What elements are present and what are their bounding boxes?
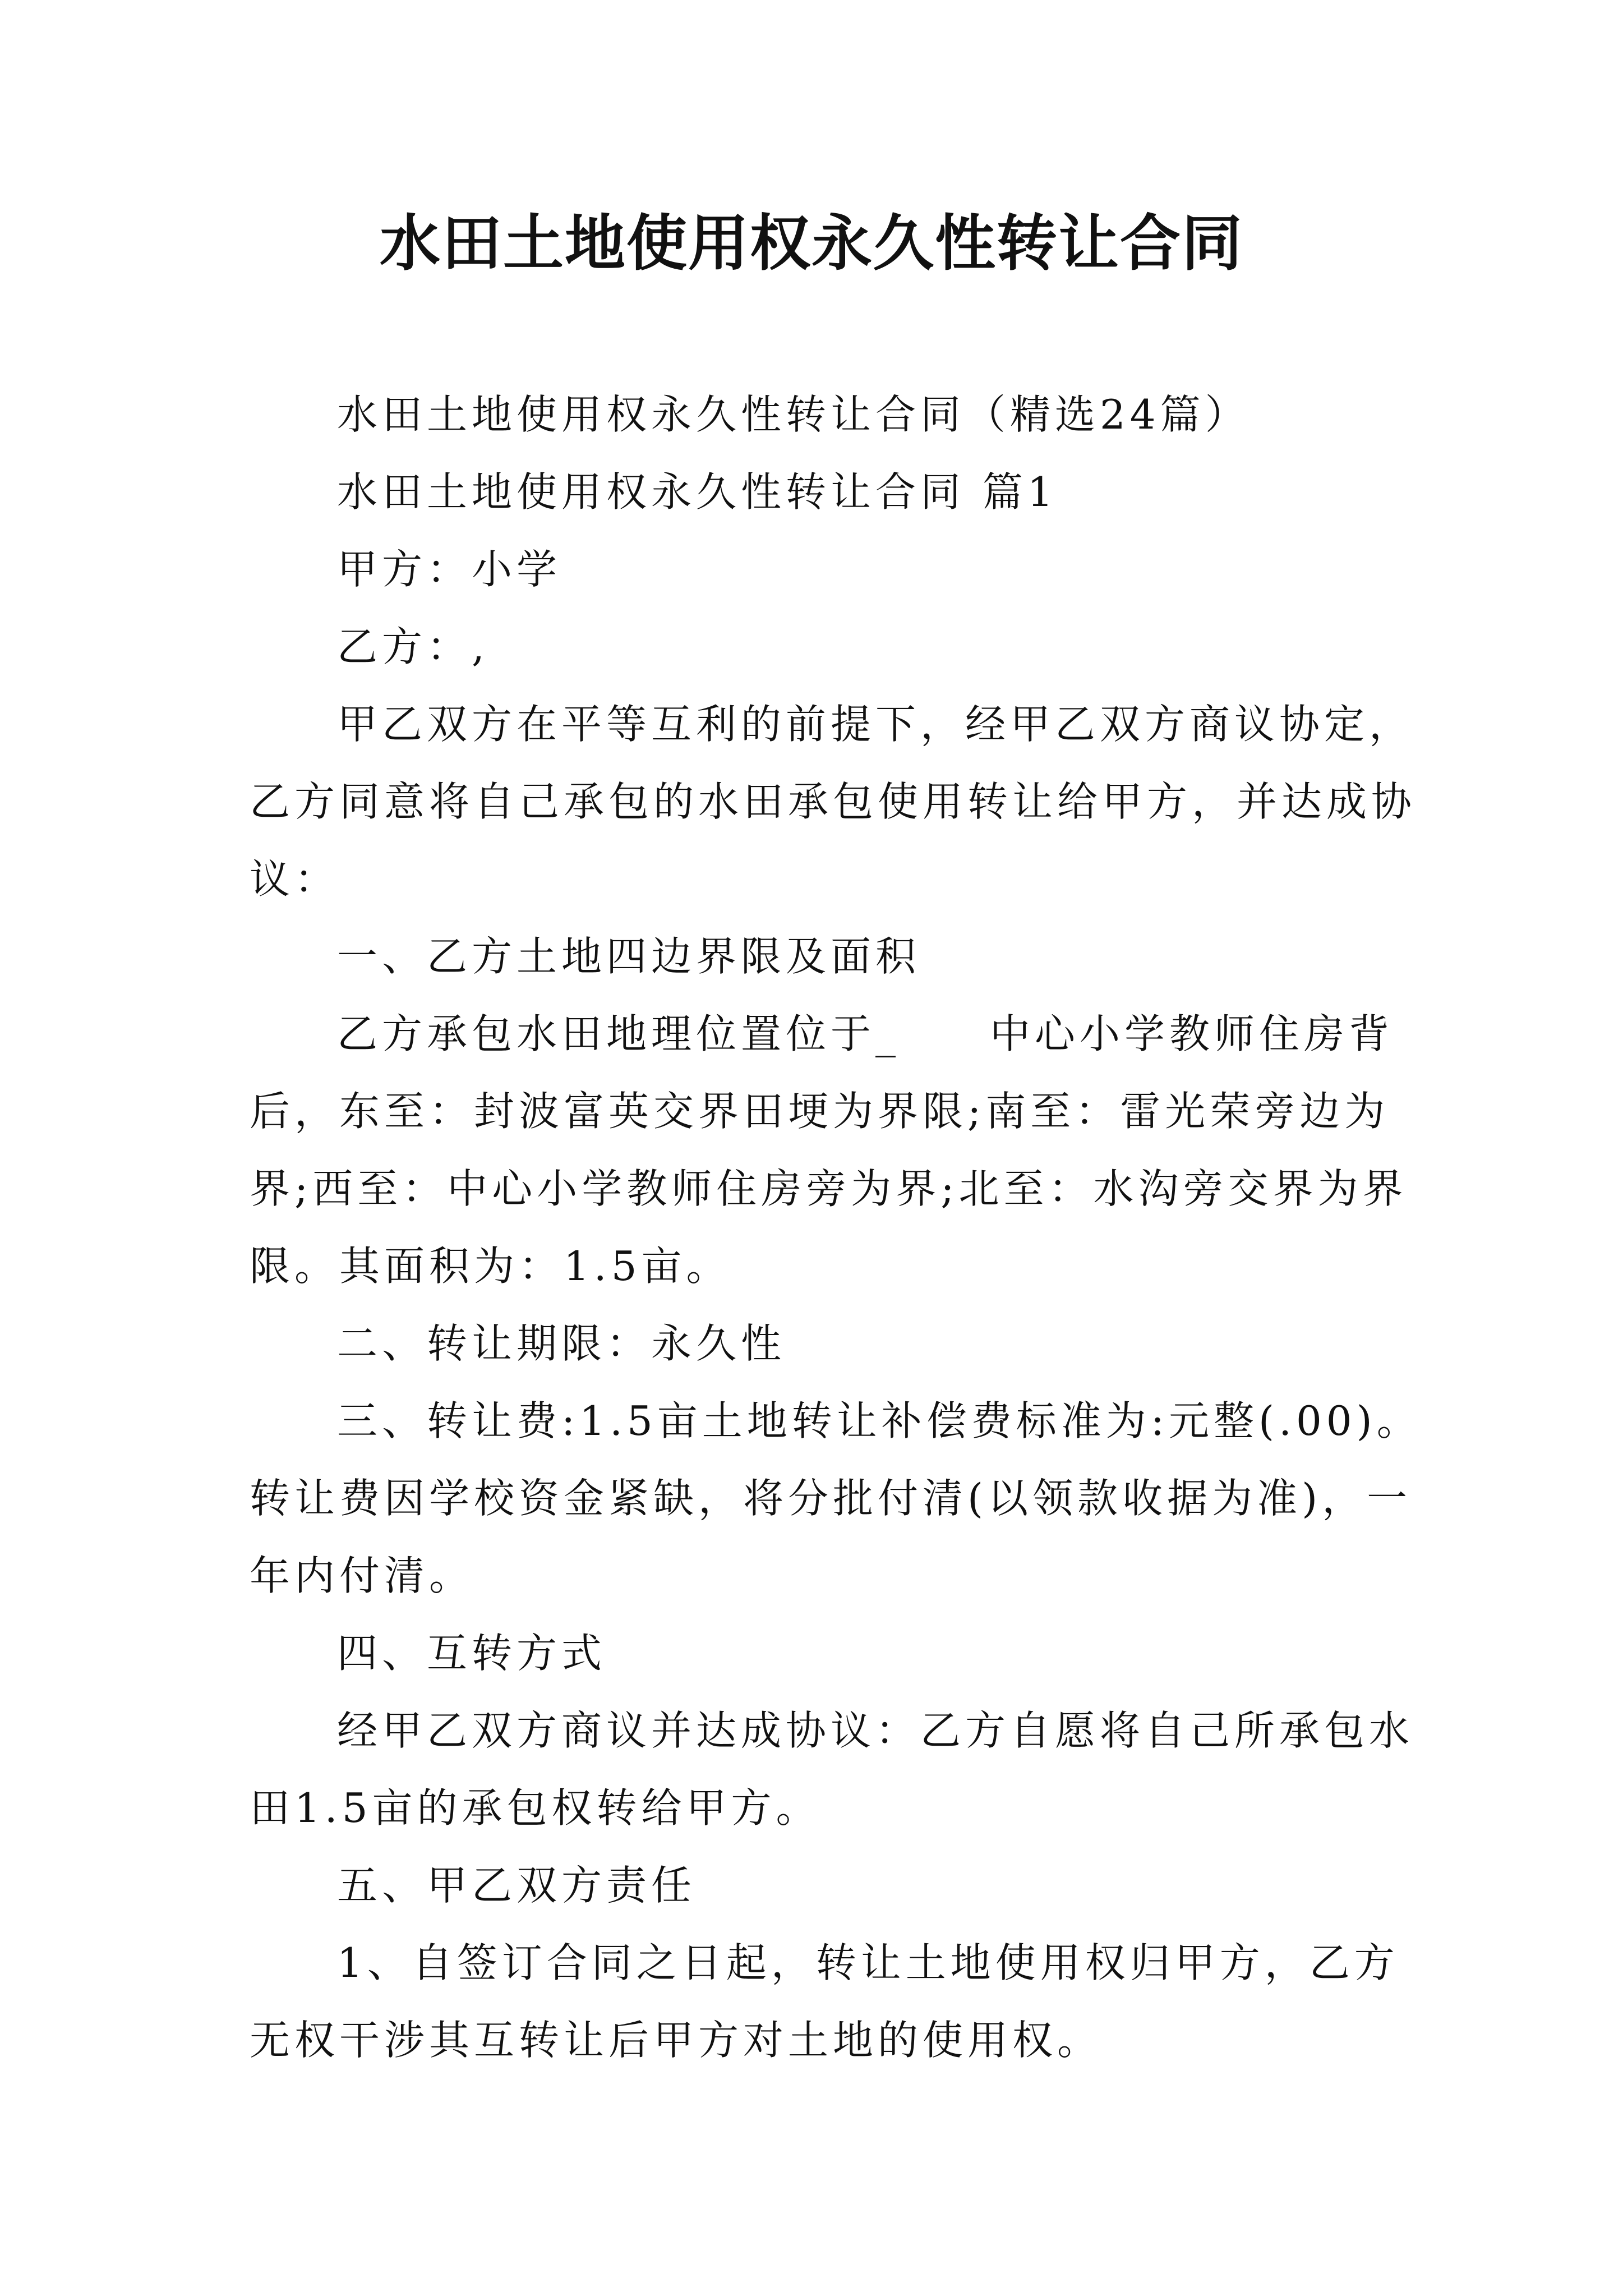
paragraph-clause-4-body: 经甲乙双方商议并达成协议：乙方自愿将自己所承包水田1.5亩的承包权转给甲方。 — [250, 1707, 1414, 1832]
paragraph-clause-1-heading: 一、乙方土地四边界限及面积 — [337, 933, 921, 980]
document-body — [250, 376, 1422, 2079]
paragraph-clause-4-heading: 四、互转方式 — [337, 1630, 607, 1677]
paragraph-subtitle: 水田土地使用权永久性转让合同（精选24篇） — [337, 391, 1250, 438]
paragraph-party-b: 乙方：, — [337, 623, 489, 670]
paragraph-preamble: 甲乙双方在平等互利的前提下，经甲乙双方商议协定，乙方同意将自己承包的水田承包使用转让给甲方，并达成协议： — [250, 701, 1417, 903]
paragraph-party-a: 甲方：小学 — [337, 546, 562, 593]
paragraph-clause-1-body: 乙方承包水田地理位置位于_ 中心小学教师住房背后，东至：封波富英交界田埂为界限;南至：雷光荣旁边为界;西至：中心小学教师住房旁为界;北至：水沟旁交界为界限。其面积为：1.5亩。 — [250, 1010, 1408, 1290]
paragraph-section-heading: 水田土地使用权永久性转让合同 篇1 — [337, 468, 1058, 516]
document-title: 水田土地使用权永久性转让合同 — [379, 209, 1243, 279]
paragraph-clause-2: 二、转让期限：永久性 — [337, 1320, 786, 1367]
paragraph-clause-5-item-1: 1、自签订合同之日起，转让土地使用权归甲方，乙方无权干涉其互转让后甲方对土地的使用权。 — [250, 1939, 1399, 2064]
paragraph-clause-3: 三、转让费:1.5亩土地转让补偿费标准为:元整(.00)。转让费因学校资金紧缺，将分批付清(以领款收据为准)，一年内付清。 — [250, 1397, 1422, 1599]
paragraph-clause-5-heading: 五、甲乙双方责任 — [337, 1862, 697, 1909]
